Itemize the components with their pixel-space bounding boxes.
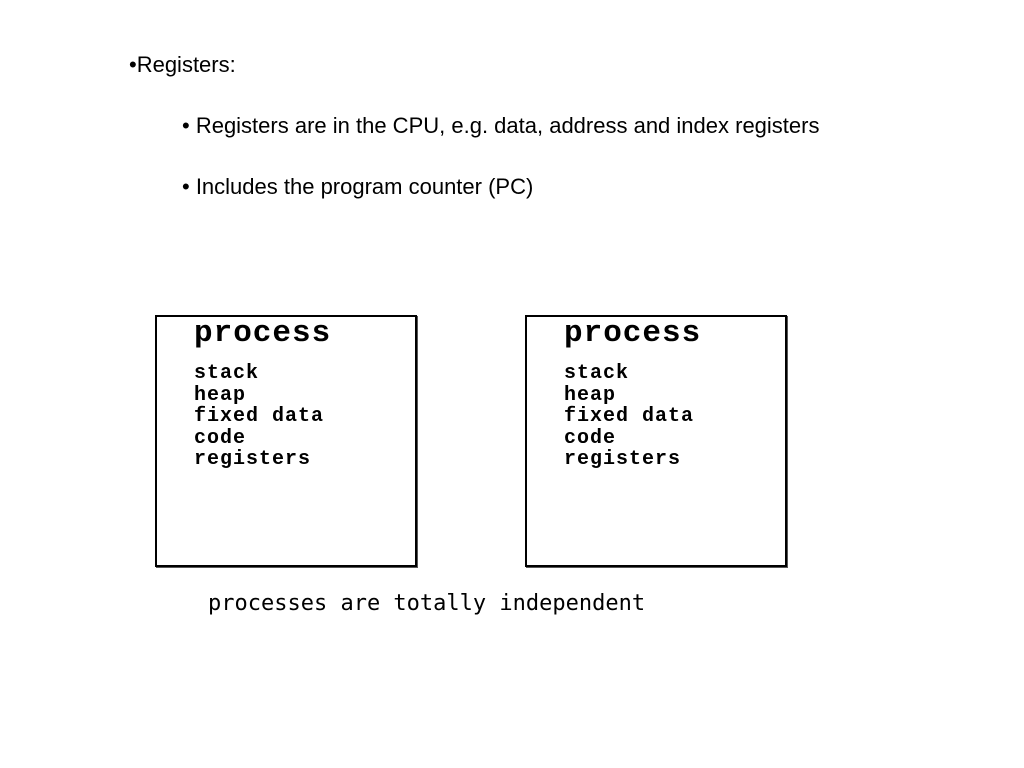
process-box-2: [525, 315, 787, 567]
process-component: registers: [564, 448, 682, 471]
process-box-1: [155, 315, 417, 567]
bullet-registers-heading: •Registers:: [129, 52, 236, 77]
process-component: fixed data: [194, 405, 325, 428]
process-component-list: [564, 363, 694, 471]
diagram-caption: processes are totally independent: [208, 591, 646, 616]
process-component: heap: [194, 383, 247, 407]
process-component: stack: [194, 362, 260, 385]
process-title: process: [564, 316, 702, 351]
process-component: code: [564, 426, 617, 450]
process-component: code: [194, 426, 247, 450]
process-component: registers: [194, 448, 312, 471]
bullet-registers-in-cpu: • Registers are in the CPU, e.g. data, address and index registers: [182, 113, 820, 138]
process-component: heap: [564, 383, 617, 407]
process-component-list: [194, 363, 324, 471]
process-component: fixed data: [564, 405, 695, 428]
process-title: process: [194, 316, 332, 351]
bullet-program-counter: • Includes the program counter (PC): [182, 174, 534, 199]
process-component: stack: [564, 362, 630, 385]
